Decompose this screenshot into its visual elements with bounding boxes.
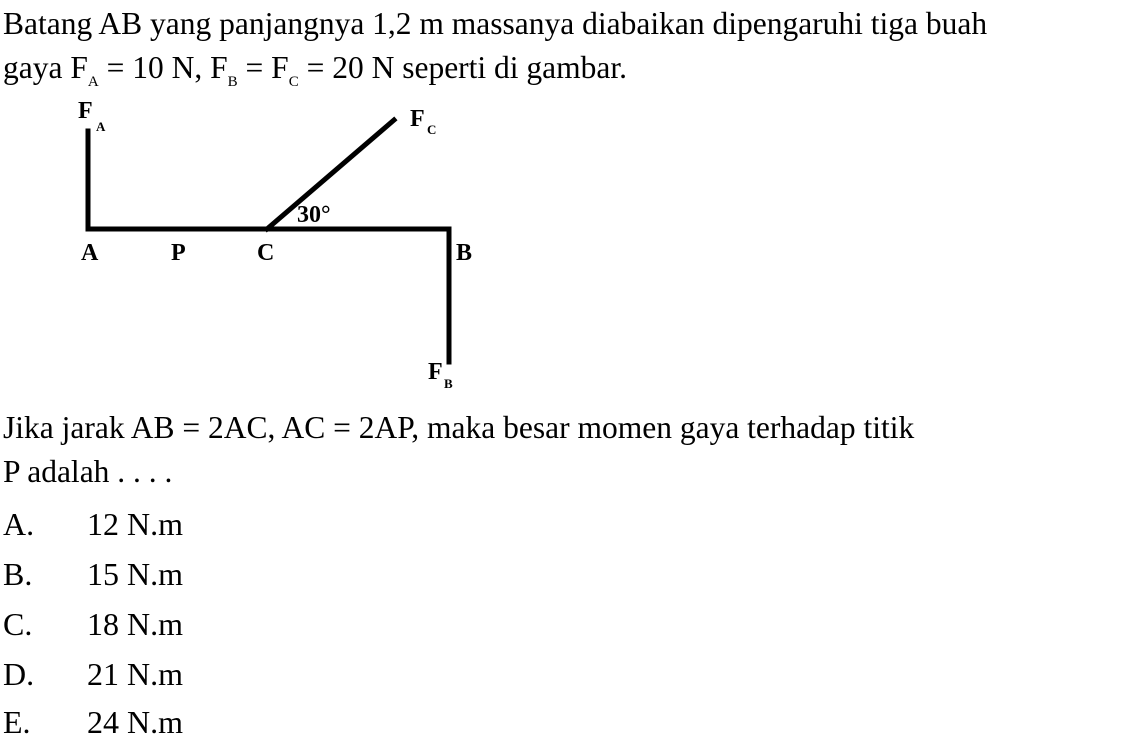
fa-value-text: = 10 N, F — [98, 50, 228, 85]
option-e-text: 24 N.m — [87, 704, 183, 740]
option-d-text: 21 N.m — [87, 656, 183, 692]
question-line-2: P adalah . . . . — [3, 454, 173, 489]
option-c-text: 18 N.m — [87, 606, 183, 642]
option-c[interactable] — [3, 602, 183, 646]
option-d[interactable] — [3, 652, 183, 696]
label-fc: F — [410, 106, 425, 132]
force-diagram — [0, 90, 520, 395]
intro-suffix-text: = 20 N seperti di gambar. — [298, 50, 628, 85]
label-fa: F — [78, 98, 93, 124]
fb-equals-text: = F — [237, 50, 289, 85]
fb-subscript: B — [227, 74, 238, 90]
fa-subscript: A — [87, 74, 99, 90]
label-fc-sub: C — [427, 122, 437, 137]
option-e[interactable] — [3, 700, 183, 744]
label-point-c: C — [257, 240, 275, 266]
fc-subscript: C — [288, 74, 299, 90]
label-point-b: B — [456, 240, 473, 266]
option-b-text: 15 N.m — [87, 556, 183, 592]
label-point-a: A — [81, 240, 99, 266]
option-a[interactable] — [3, 502, 183, 546]
option-a-text: 12 N.m — [87, 506, 183, 542]
option-b-letter: B. — [3, 556, 33, 592]
question-line-1: Jika jarak AB = 2AC, AC = 2AP, maka besar momen gaya terhadap titik — [3, 410, 915, 445]
label-point-p: P — [171, 240, 186, 266]
intro-gaya-text: gaya F — [3, 50, 88, 85]
option-e-letter: E. — [3, 704, 31, 740]
label-fb: F — [428, 359, 443, 385]
intro-line-1: Batang AB yang panjangnya 1,2 m massanya diabaikan dipengaruhi tiga buah — [3, 6, 988, 41]
option-d-letter: D. — [3, 656, 35, 692]
label-angle: 30° — [297, 202, 331, 228]
label-fb-sub: B — [444, 376, 453, 391]
label-fa-sub: A — [96, 119, 106, 134]
option-b[interactable] — [3, 552, 183, 596]
option-c-letter: C. — [3, 606, 33, 642]
intro-line-2 — [3, 46, 627, 90]
option-a-letter: A. — [3, 506, 35, 542]
